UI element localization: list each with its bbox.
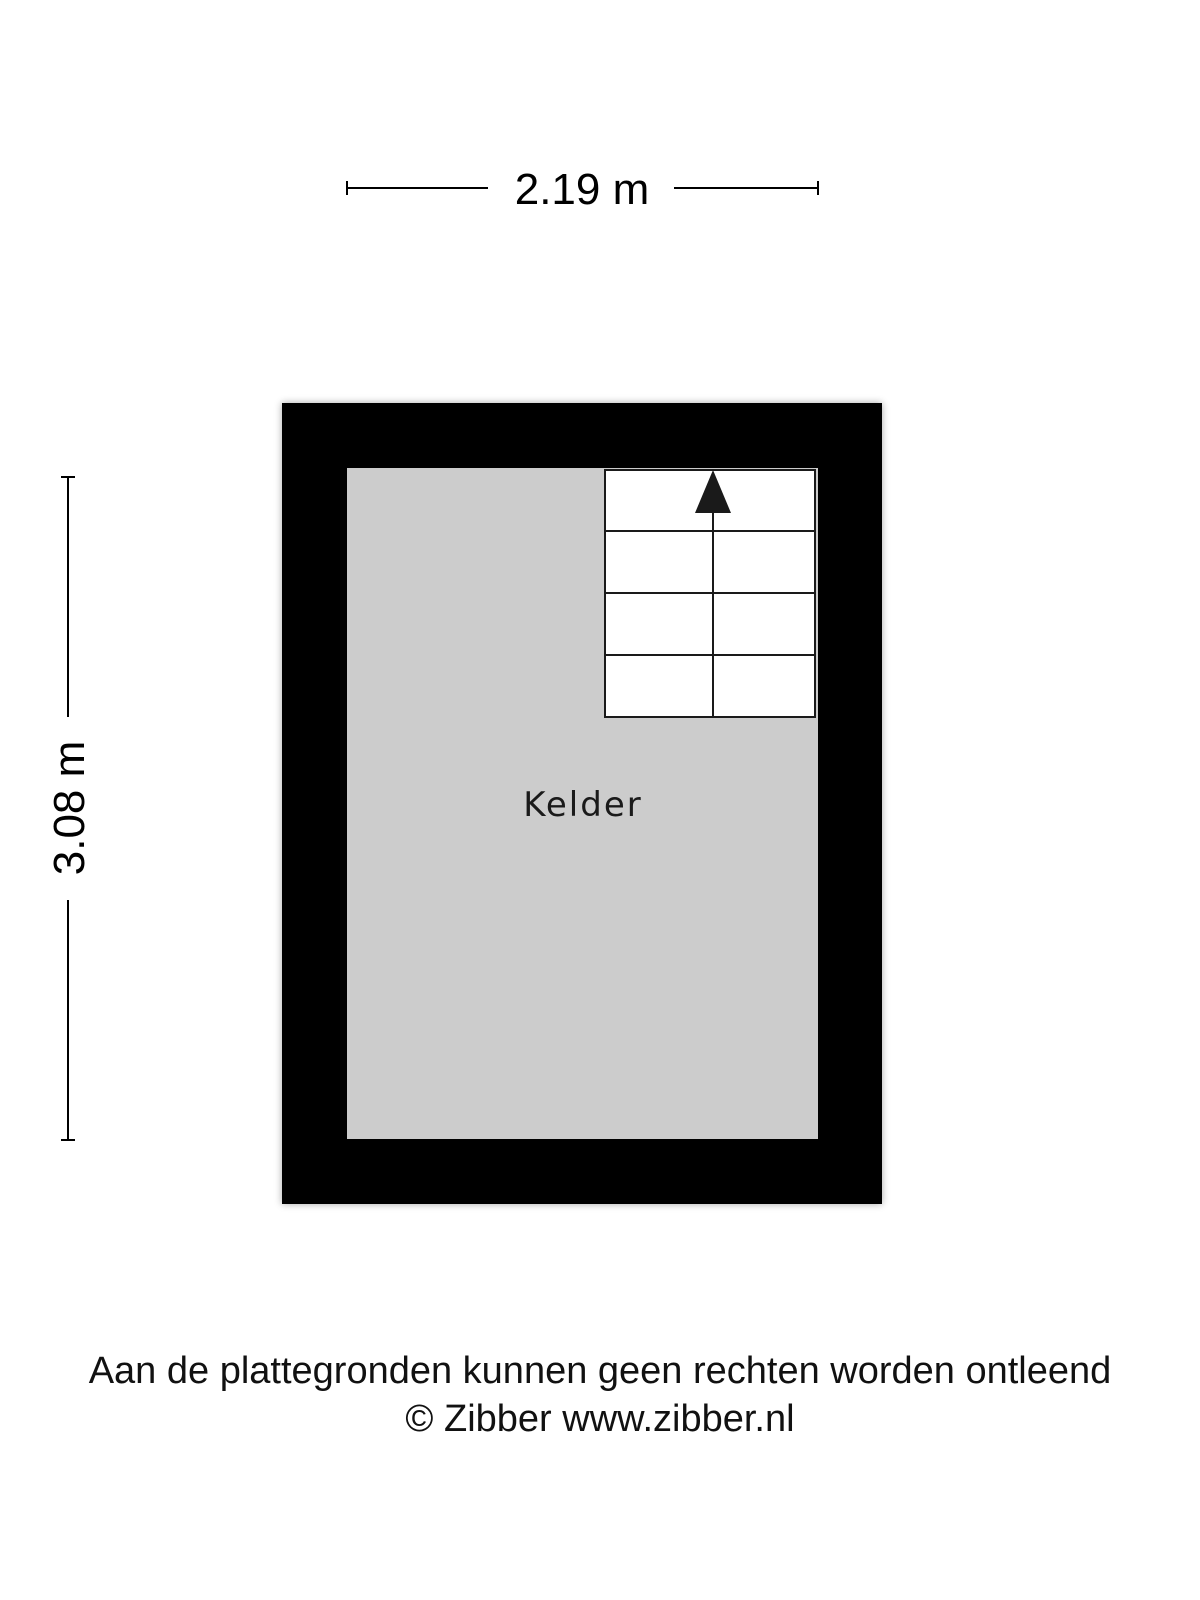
height-dimension (45, 477, 94, 1140)
footer-copyright: © Zibber www.zibber.nl (405, 1398, 795, 1440)
staircase (605, 470, 815, 717)
width-dimension (347, 165, 818, 214)
room-label-kelder: Kelder (523, 785, 643, 825)
width-dimension-label: 2.19 m (514, 165, 650, 214)
height-dimension-label: 3.08 m (45, 740, 94, 876)
footer-disclaimer: Aan de plattegronden kunnen geen rechten worden ontleend (88, 1350, 1112, 1392)
